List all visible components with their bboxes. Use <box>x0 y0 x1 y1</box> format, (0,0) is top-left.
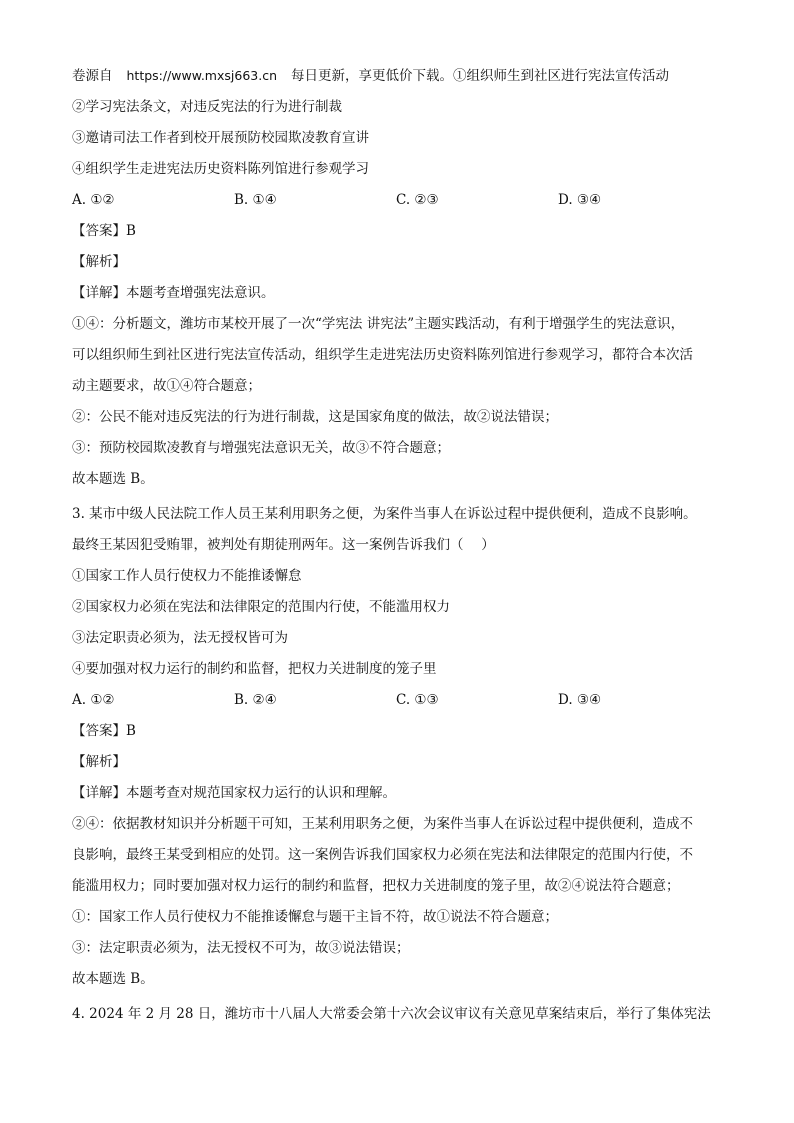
q2-answer: 【答案】B <box>72 223 136 239</box>
q3-item-2: ②国家权力必须在宪法和法律限定的范围内行使，不能滥用权力 <box>72 599 450 615</box>
q3-answer: 【答案】B <box>72 723 136 739</box>
q2-option-c: C. ②③ <box>396 192 439 208</box>
q2-detail-heading: 【详解】本题考查增强宪法意识。 <box>72 285 275 301</box>
q2-item-1: ①组织师生到社区进行宪法宣传活动 <box>453 68 669 84</box>
q3-detail-line: ③：法定职责必须为，法无授权不可为，故③说法错误； <box>72 940 410 956</box>
q2-option-b: B. ①④ <box>234 192 277 208</box>
q3-detail-line: 能滥用权力；同时要加强对权力运行的制约和监督，把权力关进制度的笼子里，故②④说法符合题意； <box>72 878 680 894</box>
q3-detail-line: ①：国家工作人员行使权力不能推诿懈怠与题干主旨不符，故①说法不符合题意； <box>72 909 558 925</box>
q3-detail-heading: 【详解】本题考查对规范国家权力运行的认识和理解。 <box>72 785 396 801</box>
q2-analysis-label: 【解析】 <box>72 254 126 270</box>
q2-detail-line: ③：预防校园欺凌教育与增强宪法意识无关，故③不符合题意； <box>72 440 450 456</box>
q2-item-2: ②学习宪法条文，对违反宪法的行为进行制裁 <box>72 99 342 115</box>
q3-item-1: ①国家工作人员行使权力不能推诿懈怠 <box>72 568 302 584</box>
source-label: 卷源自 <box>72 68 113 84</box>
q3-conclusion: 故本题选 B。 <box>72 971 154 987</box>
q3-option-a: A. ①② <box>72 692 115 708</box>
q3-detail-line: ②④：依据教材知识并分析题干可知，王某利用职务之便，为案件当事人在诉讼过程中提供便利，造成不 <box>72 816 693 832</box>
q2-item-4: ④组织学生走进宪法历史资料陈列馆进行参观学习 <box>72 161 369 177</box>
q3-option-d: D. ③④ <box>558 692 602 708</box>
q2-detail-line: ②：公民不能对违反宪法的行为进行制裁，这是国家角度的做法，故②说法错误； <box>72 409 558 425</box>
q2-option-a: A. ①② <box>72 192 115 208</box>
q3-option-b: B. ②④ <box>234 692 277 708</box>
q3-stem-line: 最终王某因犯受贿罪，被判处有期徒刑两年。这一案例告诉我们（ ） <box>72 537 495 553</box>
q3-stem-line: 3. 某市中级人民法院工作人员王某利用职务之便，为案件当事人在诉讼过程中提供便利，造成不良影响。 <box>72 506 697 522</box>
q2-conclusion: 故本题选 B。 <box>72 471 154 487</box>
q3-item-4: ④要加强对权力运行的制约和监督，把权力关进制度的笼子里 <box>72 661 437 677</box>
q2-item-3: ③邀请司法工作者到校开展预防校园欺凌教育宣讲 <box>72 130 369 146</box>
q2-detail-line: 可以组织师生到社区进行宪法宣传活动，组织学生走进宪法历史资料陈列馆进行参观学习，都符合本次活 <box>72 347 693 363</box>
header-slogan: 每日更新，享更低价下载。 <box>291 68 453 84</box>
source-url[interactable]: https://www.mxsj663.cn <box>126 68 277 83</box>
q3-item-3: ③法定职责必须为，法无授权皆可为 <box>72 630 288 646</box>
q3-detail-line: 良影响，最终王某受到相应的处罚。这一案例告诉我们国家权力必须在宪法和法律限定的范围内行使，不 <box>72 847 693 863</box>
header-line <box>72 66 732 86</box>
q2-detail-line: ①④：分析题文，潍坊市某校开展了一次“学宪法 讲宪法”主题实践活动，有利于增强学生的宪法意识， <box>72 316 685 332</box>
q3-option-c: C. ①③ <box>396 692 439 708</box>
q4-stem-line: 4. 2024 年 2 月 28 日，潍坊市十八届人大常委会第十六次会议审议有关意见草案结束后，举行了集体宪法 <box>72 1006 711 1022</box>
q3-analysis-label: 【解析】 <box>72 754 126 770</box>
q2-option-d: D. ③④ <box>558 192 602 208</box>
q2-detail-line: 动主题要求，故①④符合题意； <box>72 378 261 394</box>
